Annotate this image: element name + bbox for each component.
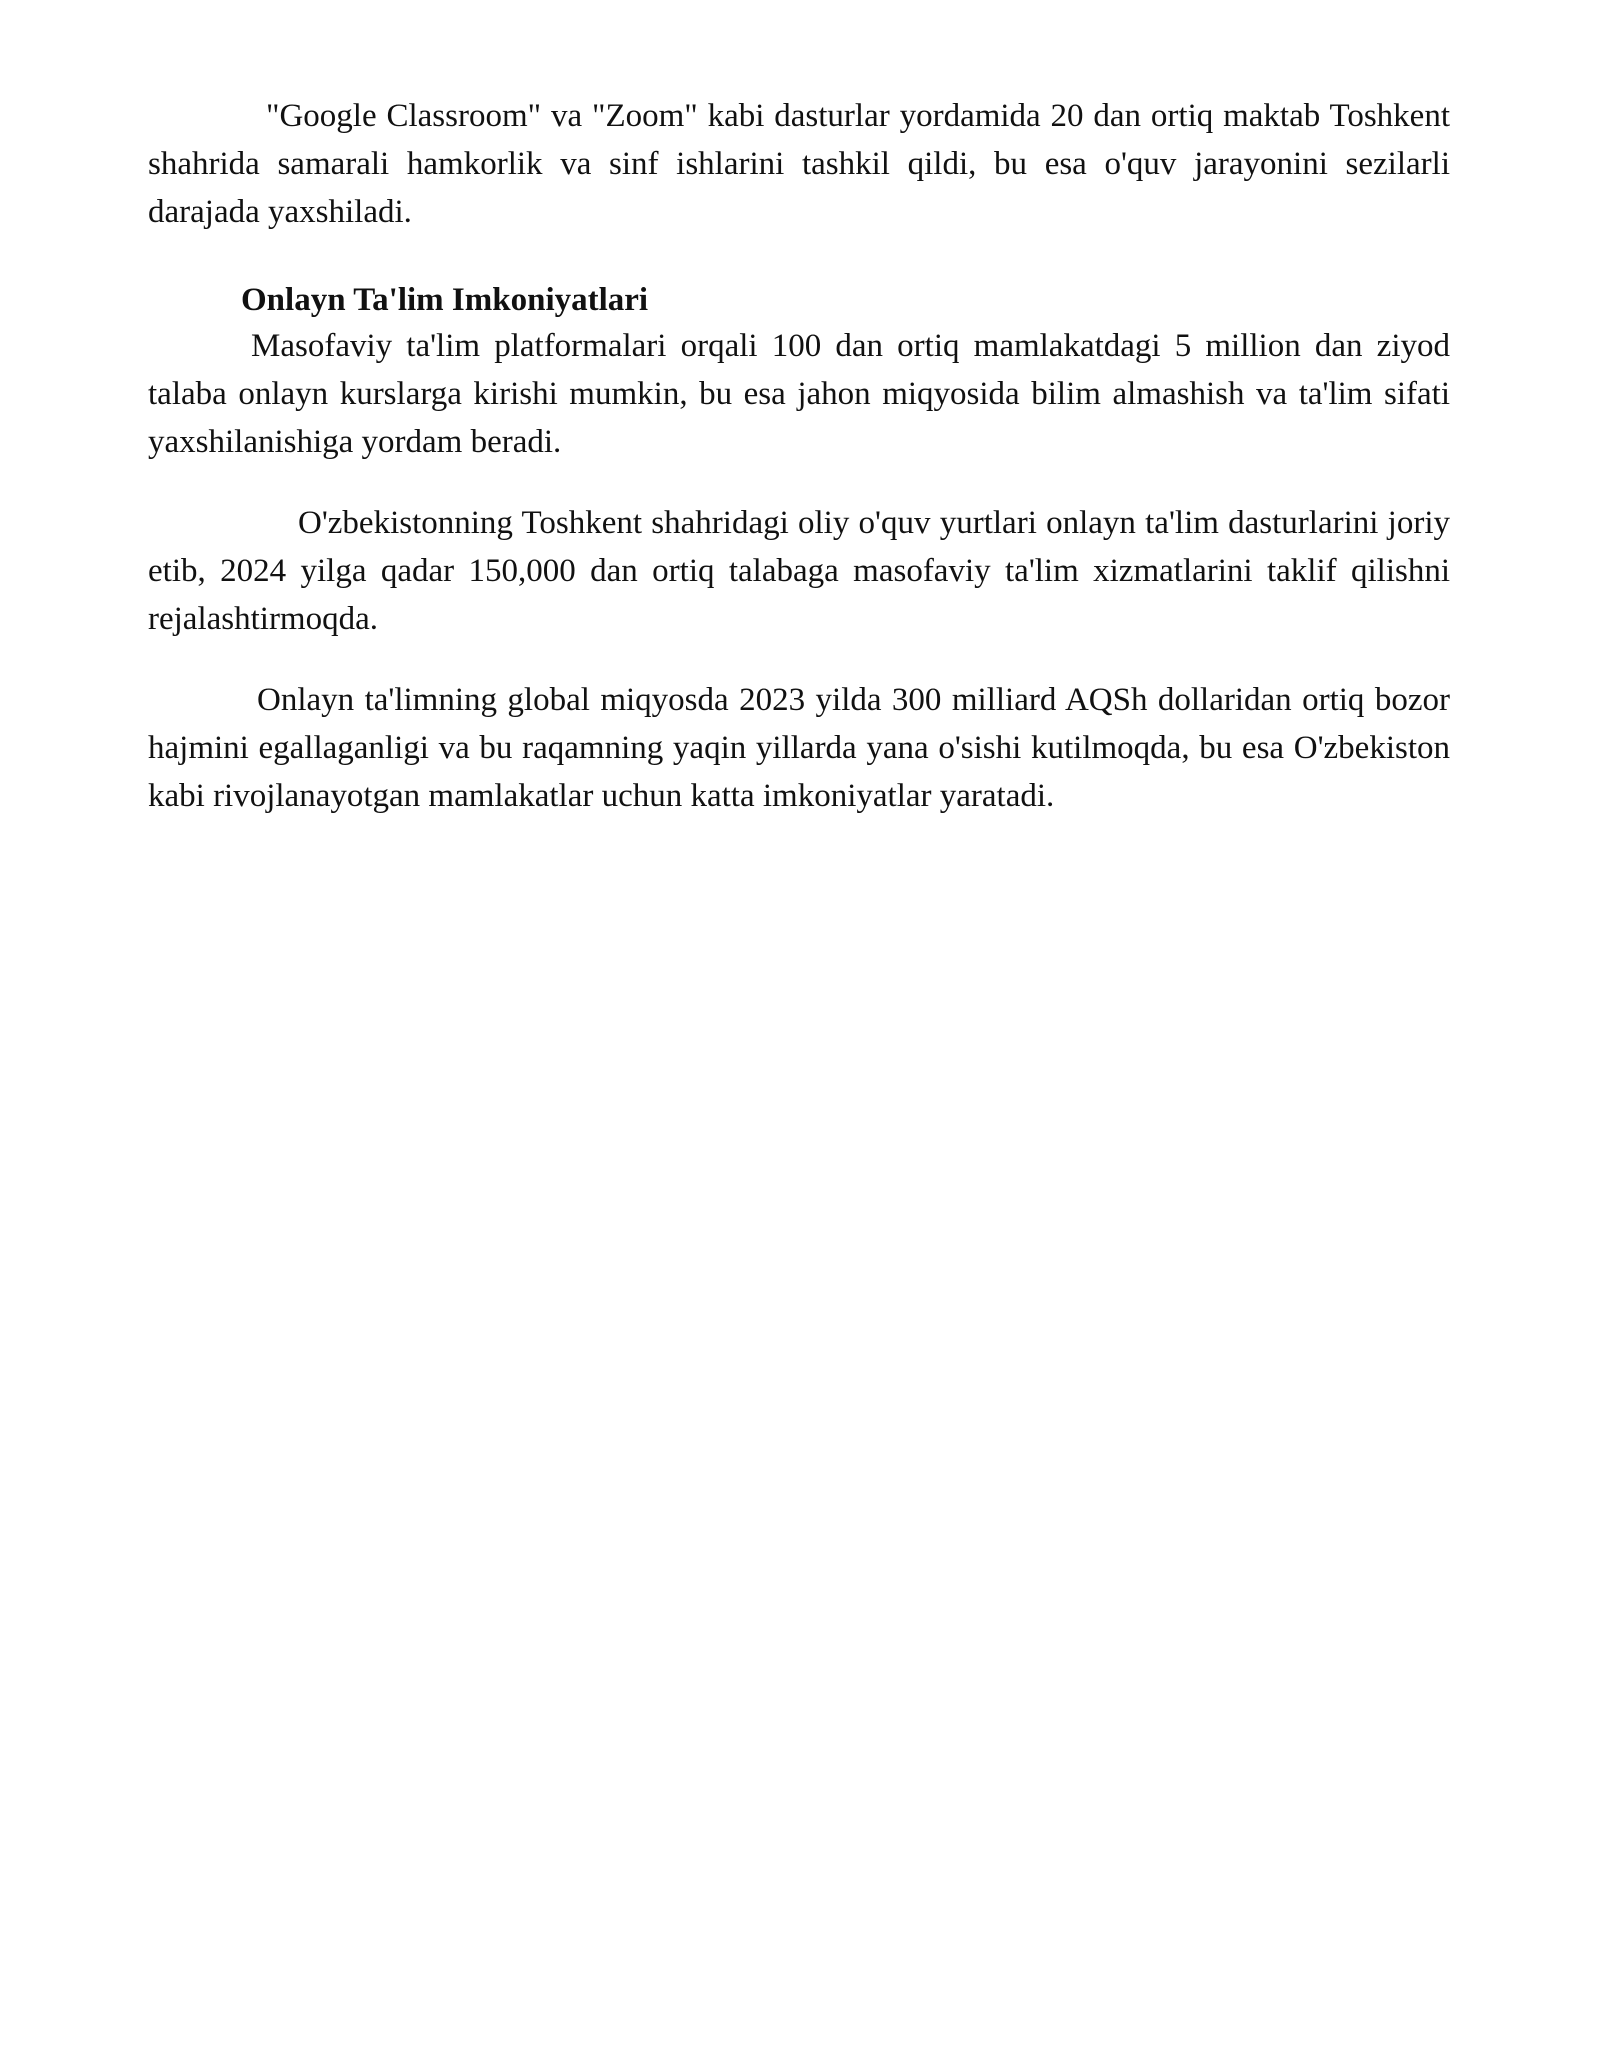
paragraph-distance-platforms: Masofaviy ta'lim platformalari orqali 100 dan ortiq mamlakatdagi 5 million dan ziyod talaba onlayn kurslarga kirishi mumkin, bu esa jahon miqyosida bilim almashish va ta'lim sifati yaxshilanishiga yordam beradi. bbox=[148, 328, 1450, 460]
section-heading: Onlayn Ta'lim Imkoniyatlari bbox=[241, 282, 649, 318]
paragraph-tashkent-universities: O'zbekistonning Toshkent shahridagi oliy o'quv yurtlari onlayn ta'lim dasturlarini joriy etib, 2024 yilga qadar 150,000 dan ortiq talabaga masofaviy ta'lim xizmatlarini taklif qilishni rejalashtirmoqda. bbox=[148, 505, 1450, 637]
document-body bbox=[148, 92, 1450, 820]
paragraph-google-classroom-zoom: "Google Classroom" va "Zoom" kabi dasturlar yordamida 20 dan ortiq maktab Toshkent shahrida samarali hamkorlik va sinf ishlarini tashkil qildi, bu esa o'quv jarayonini sezilarli darajada yaxshiladi. bbox=[148, 98, 1450, 230]
paragraph-global-market: Onlayn ta'limning global miqyosda 2023 yilda 300 milliard AQSh dollaridan ortiq bozor hajmini egallaganligi va bu raqamning yaqin yillarda yana o'sishi kutilmoqda, bu esa O'zbekiston kabi rivojlanayotgan mamlakatlar uchun katta imkoniyatlar yaratadi. bbox=[148, 682, 1450, 814]
